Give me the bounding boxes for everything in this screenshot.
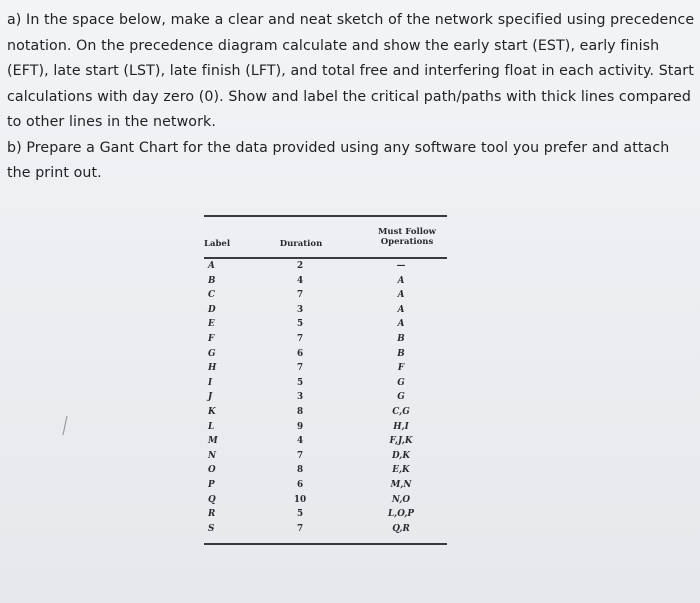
table-row: [204, 275, 447, 290]
activity-label: B: [208, 275, 216, 286]
table-row: [204, 333, 447, 348]
activity-predecessors: D,K: [391, 450, 411, 461]
table-row: [204, 421, 447, 436]
activity-predecessors: C,G: [392, 406, 410, 417]
activity-label: F: [208, 333, 215, 344]
activity-predecessors: A: [397, 319, 405, 330]
activity-label: K: [208, 406, 216, 417]
table-row: [204, 391, 447, 406]
activity-predecessors: A: [397, 290, 405, 301]
activity-duration: 7: [296, 523, 304, 534]
activity-predecessors: F,J,K: [389, 436, 413, 447]
header-must-follow: Must Follow Operations: [378, 227, 436, 247]
activity-label: M: [208, 436, 218, 447]
activity-label: A: [208, 261, 215, 271]
instructions: [7, 8, 695, 187]
activity-label: E: [208, 319, 215, 330]
table-row: [204, 289, 447, 304]
activity-predecessors: F: [397, 363, 405, 374]
table-row: [204, 464, 447, 479]
activity-duration: 5: [296, 377, 304, 388]
activity-label: Q: [208, 494, 216, 505]
activity-predecessors: G: [397, 377, 405, 388]
activity-duration: 6: [296, 479, 304, 490]
table-row: [204, 318, 447, 333]
table-row: [204, 435, 447, 450]
activity-predecessors: H,I: [393, 421, 409, 432]
instruction-part-a: a) In the space below, make a clear and neat sketch of the network specified using precedence notation. On the precedence diagram calculate and show the early start (EST), early finish (EFT), late start (LST), late finish (LFT), and total free and interfering float in each activity. Start calculations with day zero (0). Show and label the critical path/paths with thick lines compared to other lines in the network.: [7, 12, 695, 130]
activity-label: N: [208, 450, 217, 461]
header-label: Label: [204, 239, 231, 249]
activity-predecessors: L,O,P: [387, 509, 415, 520]
table-row: [204, 377, 447, 392]
activity-duration: 2: [296, 261, 304, 271]
activity-duration: 10: [293, 494, 307, 505]
activity-label: J: [208, 392, 213, 403]
table-row: [204, 406, 447, 421]
activity-duration: 7: [296, 290, 304, 301]
activity-predecessors: A: [397, 275, 405, 286]
activity-predecessors: G: [397, 392, 405, 403]
table-body: [204, 260, 447, 537]
activity-duration: 8: [296, 465, 304, 476]
table-header-rule: [204, 257, 447, 259]
activity-label: H: [208, 363, 217, 374]
activity-duration: 4: [296, 275, 304, 286]
activity-predecessors: N,O: [391, 494, 411, 505]
activity-duration: 9: [296, 421, 304, 432]
table-row: [204, 348, 447, 363]
activity-predecessors: M,N: [390, 479, 412, 490]
activity-label: R: [208, 509, 216, 520]
activity-predecessors: A: [397, 304, 405, 315]
activity-predecessors: Q,R: [392, 523, 410, 534]
activity-label: L: [208, 421, 215, 432]
activity-duration: 5: [296, 319, 304, 330]
pen-mark: [60, 415, 70, 437]
activity-label: O: [208, 465, 216, 476]
activity-duration: 3: [296, 392, 304, 403]
header-duration: Duration: [279, 239, 323, 249]
activity-duration: 5: [296, 509, 304, 520]
activity-duration: 3: [296, 304, 304, 315]
table-row: [204, 362, 447, 377]
table-row: [204, 523, 447, 538]
table-row: [204, 494, 447, 509]
activity-predecessors: B: [397, 348, 405, 359]
activity-label: S: [208, 523, 215, 534]
table-bottom-rule: [204, 543, 447, 545]
activity-label: G: [208, 348, 216, 359]
activity-duration: 7: [296, 450, 304, 461]
activity-label: P: [208, 479, 215, 490]
table-row: [204, 508, 447, 523]
table-row: [204, 450, 447, 465]
table-row: [204, 479, 447, 494]
activity-duration: 7: [296, 363, 304, 374]
table-top-rule: [204, 215, 447, 217]
activity-predecessors: E,K: [392, 465, 410, 476]
table-row: [204, 260, 447, 275]
activity-duration: 6: [296, 348, 304, 359]
instruction-part-b: b) Prepare a Gant Chart for the data provided using any software tool you prefer and attach the print out.: [7, 139, 670, 181]
activity-label: I: [208, 377, 213, 388]
activity-duration: 8: [296, 406, 304, 417]
activity-predecessors: —: [396, 261, 406, 271]
activity-duration: 4: [296, 436, 304, 447]
activity-duration: 7: [296, 333, 304, 344]
activity-table: [204, 215, 447, 545]
activity-label: D: [208, 304, 216, 315]
activity-label: C: [208, 290, 216, 301]
activity-predecessors: B: [397, 333, 405, 344]
table-row: [204, 304, 447, 319]
